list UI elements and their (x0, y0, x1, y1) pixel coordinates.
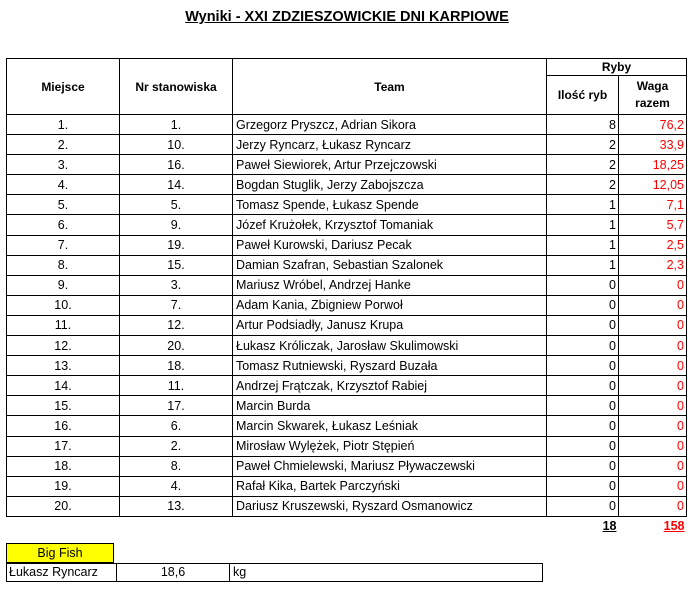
cell-waga: 0 (619, 295, 687, 315)
cell-team: Jerzy Ryncarz, Łukasz Ryncarz (233, 135, 547, 155)
cell-nr-stanowiska: 10. (120, 135, 233, 155)
cell-ilosc-ryb: 0 (547, 295, 619, 315)
cell-ilosc-ryb: 1 (547, 255, 619, 275)
header-miejsce: Miejsce (7, 59, 120, 115)
cell-team: Tomasz Spende, Łukasz Spende (233, 195, 547, 215)
cell-nr-stanowiska: 17. (120, 396, 233, 416)
table-row (7, 315, 687, 335)
cell-nr-stanowiska: 5. (120, 195, 233, 215)
cell-ilosc-ryb: 0 (547, 416, 619, 436)
cell-nr-stanowiska: 19. (120, 235, 233, 255)
table-row (7, 235, 687, 255)
cell-nr-stanowiska: 6. (120, 416, 233, 436)
cell-ilosc-ryb: 0 (547, 476, 619, 496)
cell-waga: 0 (619, 476, 687, 496)
big-fish-name: Łukasz Ryncarz (7, 564, 117, 582)
cell-team: Bogdan Stuglik, Jerzy Zabojszcza (233, 175, 547, 195)
cell-miejsce: 3. (7, 155, 120, 175)
header-ryby: Ryby (547, 59, 687, 76)
big-fish-unit: kg (230, 564, 543, 582)
table-row (7, 376, 687, 396)
cell-miejsce: 13. (7, 356, 120, 376)
cell-waga: 18,25 (619, 155, 687, 175)
cell-team: Damian Szafran, Sebastian Szalonek (233, 255, 547, 275)
cell-team: Paweł Siewiorek, Artur Przejczowski (233, 155, 547, 175)
cell-waga: 0 (619, 496, 687, 516)
cell-ilosc-ryb: 0 (547, 496, 619, 516)
cell-ilosc-ryb: 0 (547, 396, 619, 416)
totals-empty (233, 516, 547, 536)
big-fish-row (7, 564, 543, 582)
cell-team: Tomasz Rutniewski, Ryszard Buzała (233, 356, 547, 376)
table-row (7, 115, 687, 135)
cell-miejsce: 19. (7, 476, 120, 496)
totals-empty (120, 516, 233, 536)
cell-team: Paweł Kurowski, Dariusz Pecak (233, 235, 547, 255)
table-row (7, 175, 687, 195)
header-ilosc-ryb: Ilość ryb (547, 76, 619, 115)
header-waga-razem: Waga razem (619, 76, 687, 115)
cell-miejsce: 15. (7, 396, 120, 416)
cell-miejsce: 20. (7, 496, 120, 516)
cell-ilosc-ryb: 1 (547, 195, 619, 215)
big-fish-weight: 18,6 (117, 564, 230, 582)
cell-team: Artur Podsiadły, Janusz Krupa (233, 315, 547, 335)
cell-nr-stanowiska: 11. (120, 376, 233, 396)
cell-team: Paweł Chmielewski, Mariusz Pływaczewski (233, 456, 547, 476)
total-ilosc: 18 (602, 519, 617, 534)
cell-miejsce: 18. (7, 456, 120, 476)
header-row (7, 59, 687, 76)
table-row (7, 255, 687, 275)
cell-miejsce: 4. (7, 175, 120, 195)
cell-waga: 0 (619, 456, 687, 476)
cell-team: Dariusz Kruszewski, Ryszard Osmanowicz (233, 496, 547, 516)
table-row (7, 295, 687, 315)
cell-ilosc-ryb: 0 (547, 336, 619, 356)
cell-nr-stanowiska: 20. (120, 336, 233, 356)
header-team: Team (233, 59, 547, 115)
table-row (7, 476, 687, 496)
cell-miejsce: 17. (7, 436, 120, 456)
table-row (7, 135, 687, 155)
cell-waga: 0 (619, 336, 687, 356)
cell-waga: 2,5 (619, 235, 687, 255)
cell-waga: 0 (619, 356, 687, 376)
cell-nr-stanowiska: 15. (120, 255, 233, 275)
cell-team: Grzegorz Pryszcz, Adrian Sikora (233, 115, 547, 135)
cell-miejsce: 8. (7, 255, 120, 275)
cell-miejsce: 16. (7, 416, 120, 436)
header-nr-stanowiska: Nr stanowiska (120, 59, 233, 115)
cell-nr-stanowiska: 18. (120, 356, 233, 376)
results-body (7, 115, 687, 517)
cell-team: Adam Kania, Zbigniew Porwoł (233, 295, 547, 315)
cell-team: Mirosław Wylężek, Piotr Stępień (233, 436, 547, 456)
cell-miejsce: 5. (7, 195, 120, 215)
table-row (7, 496, 687, 516)
cell-waga: 12,05 (619, 175, 687, 195)
cell-waga: 0 (619, 275, 687, 295)
cell-nr-stanowiska: 12. (120, 315, 233, 335)
cell-waga: 33,9 (619, 135, 687, 155)
cell-nr-stanowiska: 2. (120, 436, 233, 456)
table-row (7, 436, 687, 456)
cell-waga: 0 (619, 396, 687, 416)
cell-ilosc-ryb: 1 (547, 215, 619, 235)
cell-nr-stanowiska: 13. (120, 496, 233, 516)
cell-miejsce: 7. (7, 235, 120, 255)
cell-nr-stanowiska: 8. (120, 456, 233, 476)
table-row (7, 416, 687, 436)
cell-miejsce: 1. (7, 115, 120, 135)
cell-nr-stanowiska: 4. (120, 476, 233, 496)
cell-miejsce: 14. (7, 376, 120, 396)
cell-ilosc-ryb: 0 (547, 436, 619, 456)
cell-team: Józef Krużołek, Krzysztof Tomaniak (233, 215, 547, 235)
total-waga: 158 (663, 519, 685, 534)
cell-team: Mariusz Wróbel, Andrzej Hanke (233, 275, 547, 295)
cell-nr-stanowiska: 3. (120, 275, 233, 295)
cell-miejsce: 2. (7, 135, 120, 155)
cell-miejsce: 10. (7, 295, 120, 315)
cell-ilosc-ryb: 8 (547, 115, 619, 135)
cell-team: Andrzej Frątczak, Krzysztof Rabiej (233, 376, 547, 396)
cell-miejsce: 11. (7, 315, 120, 335)
totals-empty (7, 516, 120, 536)
table-row (7, 396, 687, 416)
cell-ilosc-ryb: 0 (547, 376, 619, 396)
cell-team: Łukasz Króliczak, Jarosław Skulimowski (233, 336, 547, 356)
cell-nr-stanowiska: 9. (120, 215, 233, 235)
table-row (7, 356, 687, 376)
page-title: Wyniki - XXI ZDZIESZOWICKIE DNI KARPIOWE (185, 9, 509, 25)
table-row (7, 275, 687, 295)
cell-miejsce: 9. (7, 275, 120, 295)
totals-row (7, 516, 687, 536)
cell-ilosc-ryb: 0 (547, 356, 619, 376)
table-row (7, 155, 687, 175)
big-fish-label: Big Fish (6, 543, 114, 563)
cell-ilosc-ryb: 0 (547, 315, 619, 335)
cell-miejsce: 12. (7, 336, 120, 356)
cell-waga: 0 (619, 416, 687, 436)
cell-waga: 0 (619, 376, 687, 396)
table-row (7, 215, 687, 235)
cell-team: Marcin Burda (233, 396, 547, 416)
cell-waga: 0 (619, 436, 687, 456)
cell-team: Rafał Kika, Bartek Parczyński (233, 476, 547, 496)
table-row (7, 336, 687, 356)
cell-waga: 2,3 (619, 255, 687, 275)
cell-ilosc-ryb: 2 (547, 135, 619, 155)
cell-ilosc-ryb: 2 (547, 155, 619, 175)
table-row (7, 456, 687, 476)
results-table (6, 58, 687, 536)
cell-waga: 76,2 (619, 115, 687, 135)
big-fish-table (6, 563, 543, 582)
table-row (7, 195, 687, 215)
cell-ilosc-ryb: 2 (547, 175, 619, 195)
cell-nr-stanowiska: 1. (120, 115, 233, 135)
cell-waga: 7,1 (619, 195, 687, 215)
cell-miejsce: 6. (7, 215, 120, 235)
cell-team: Marcin Skwarek, Łukasz Leśniak (233, 416, 547, 436)
cell-ilosc-ryb: 1 (547, 235, 619, 255)
cell-ilosc-ryb: 0 (547, 275, 619, 295)
cell-waga: 5,7 (619, 215, 687, 235)
cell-nr-stanowiska: 16. (120, 155, 233, 175)
cell-waga: 0 (619, 315, 687, 335)
cell-ilosc-ryb: 0 (547, 456, 619, 476)
cell-nr-stanowiska: 14. (120, 175, 233, 195)
cell-nr-stanowiska: 7. (120, 295, 233, 315)
